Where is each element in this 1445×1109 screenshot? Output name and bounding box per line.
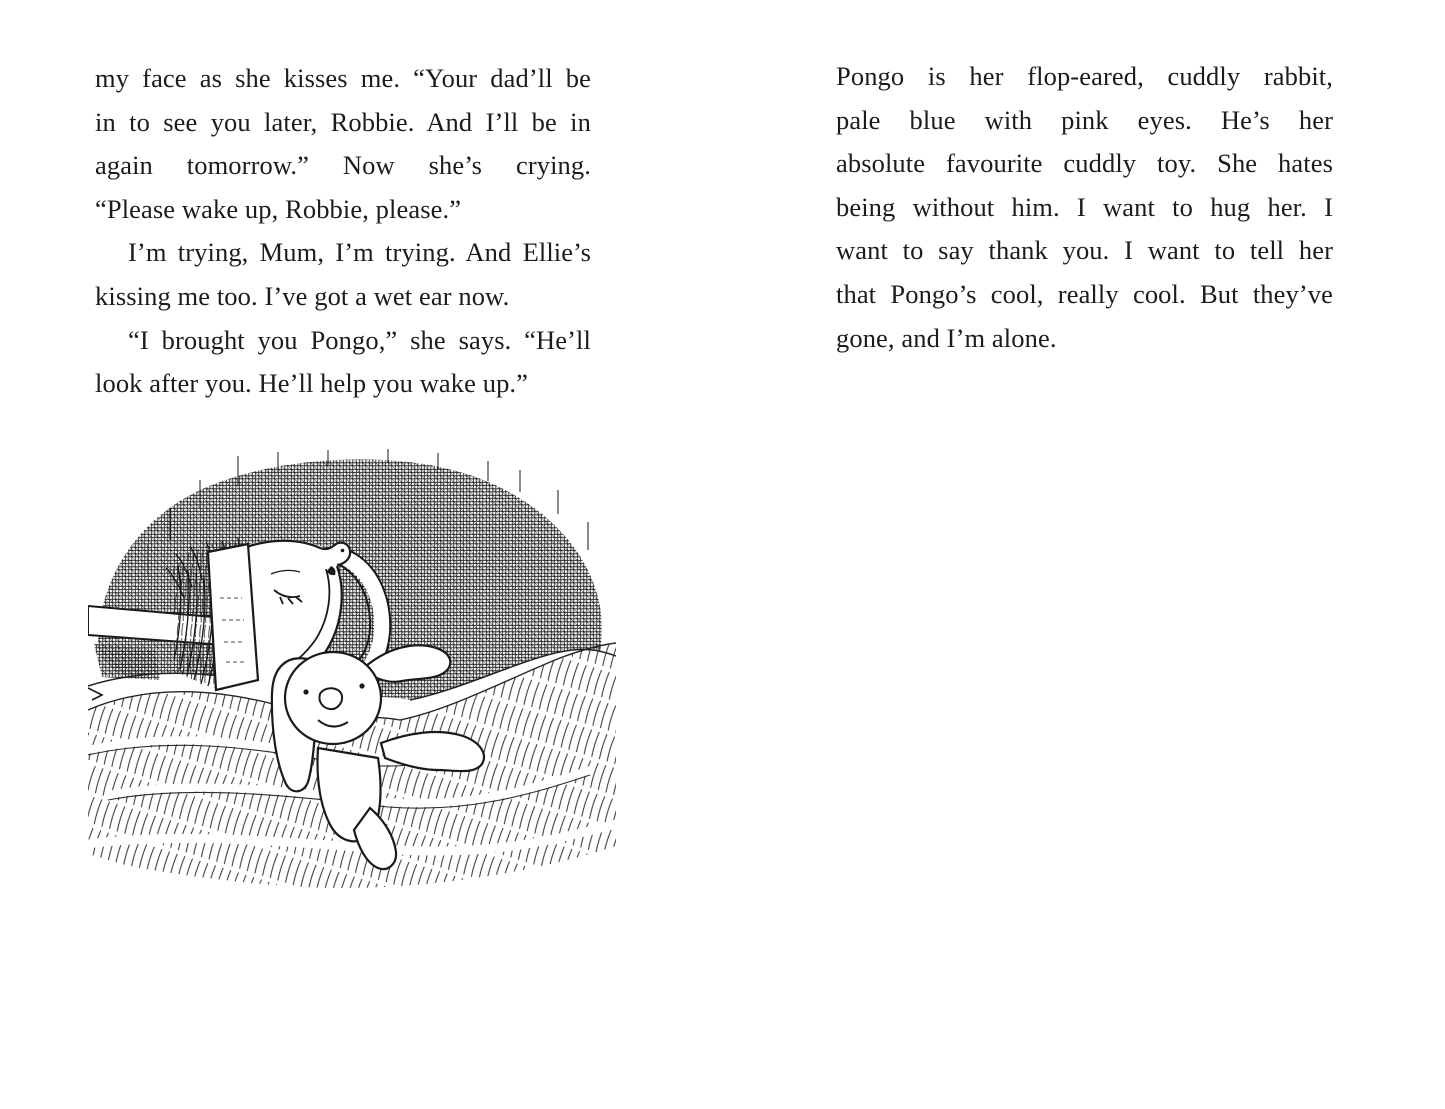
bedside-illustration-svg (88, 448, 616, 896)
rabbit-eye (359, 683, 364, 688)
paragraph (95, 57, 591, 231)
text-line: that Pongo’s cool, really cool. But they’ve (836, 278, 1333, 309)
text-line: in to see you later, Robbie. And I’ll be in (95, 106, 591, 137)
head-bandage (208, 544, 258, 690)
text-line: Pongo is her flop-eared, cuddly rabbit, (836, 61, 1333, 91)
paragraph (95, 319, 591, 406)
right-page-text (836, 55, 1333, 360)
left-page-text (95, 57, 591, 406)
text-line: look after you. He’ll help you wake up.” (95, 368, 529, 399)
text-line: pale blue with pink eyes. He’s her (836, 104, 1333, 135)
text-line: I’m trying, Mum, I’m trying. And Ellie’s (128, 237, 591, 268)
bedside-illustration (88, 448, 616, 896)
paragraph (95, 231, 591, 318)
text-line: again tomorrow.” Now she’s crying. (95, 150, 591, 181)
text-line: gone, and I’m alone. (836, 322, 1057, 353)
text-line: absolute favourite cuddly toy. She hates (836, 148, 1333, 179)
rabbit-nose (319, 688, 342, 709)
rabbit-eye (303, 689, 308, 694)
text-line: being without him. I want to hug her. I (836, 191, 1333, 222)
text-line: kissing me too. I’ve got a wet ear now. (95, 280, 510, 311)
text-line: my face as she kisses me. “Your dad’ll be (95, 63, 591, 93)
nostril-dot (341, 549, 345, 553)
text-line: want to say thank you. I want to tell her (836, 235, 1333, 266)
paragraph (836, 55, 1333, 360)
text-line: “I brought you Pongo,” she says. “He’ll (128, 324, 591, 355)
text-line: “Please wake up, Robbie, please.” (95, 193, 462, 224)
